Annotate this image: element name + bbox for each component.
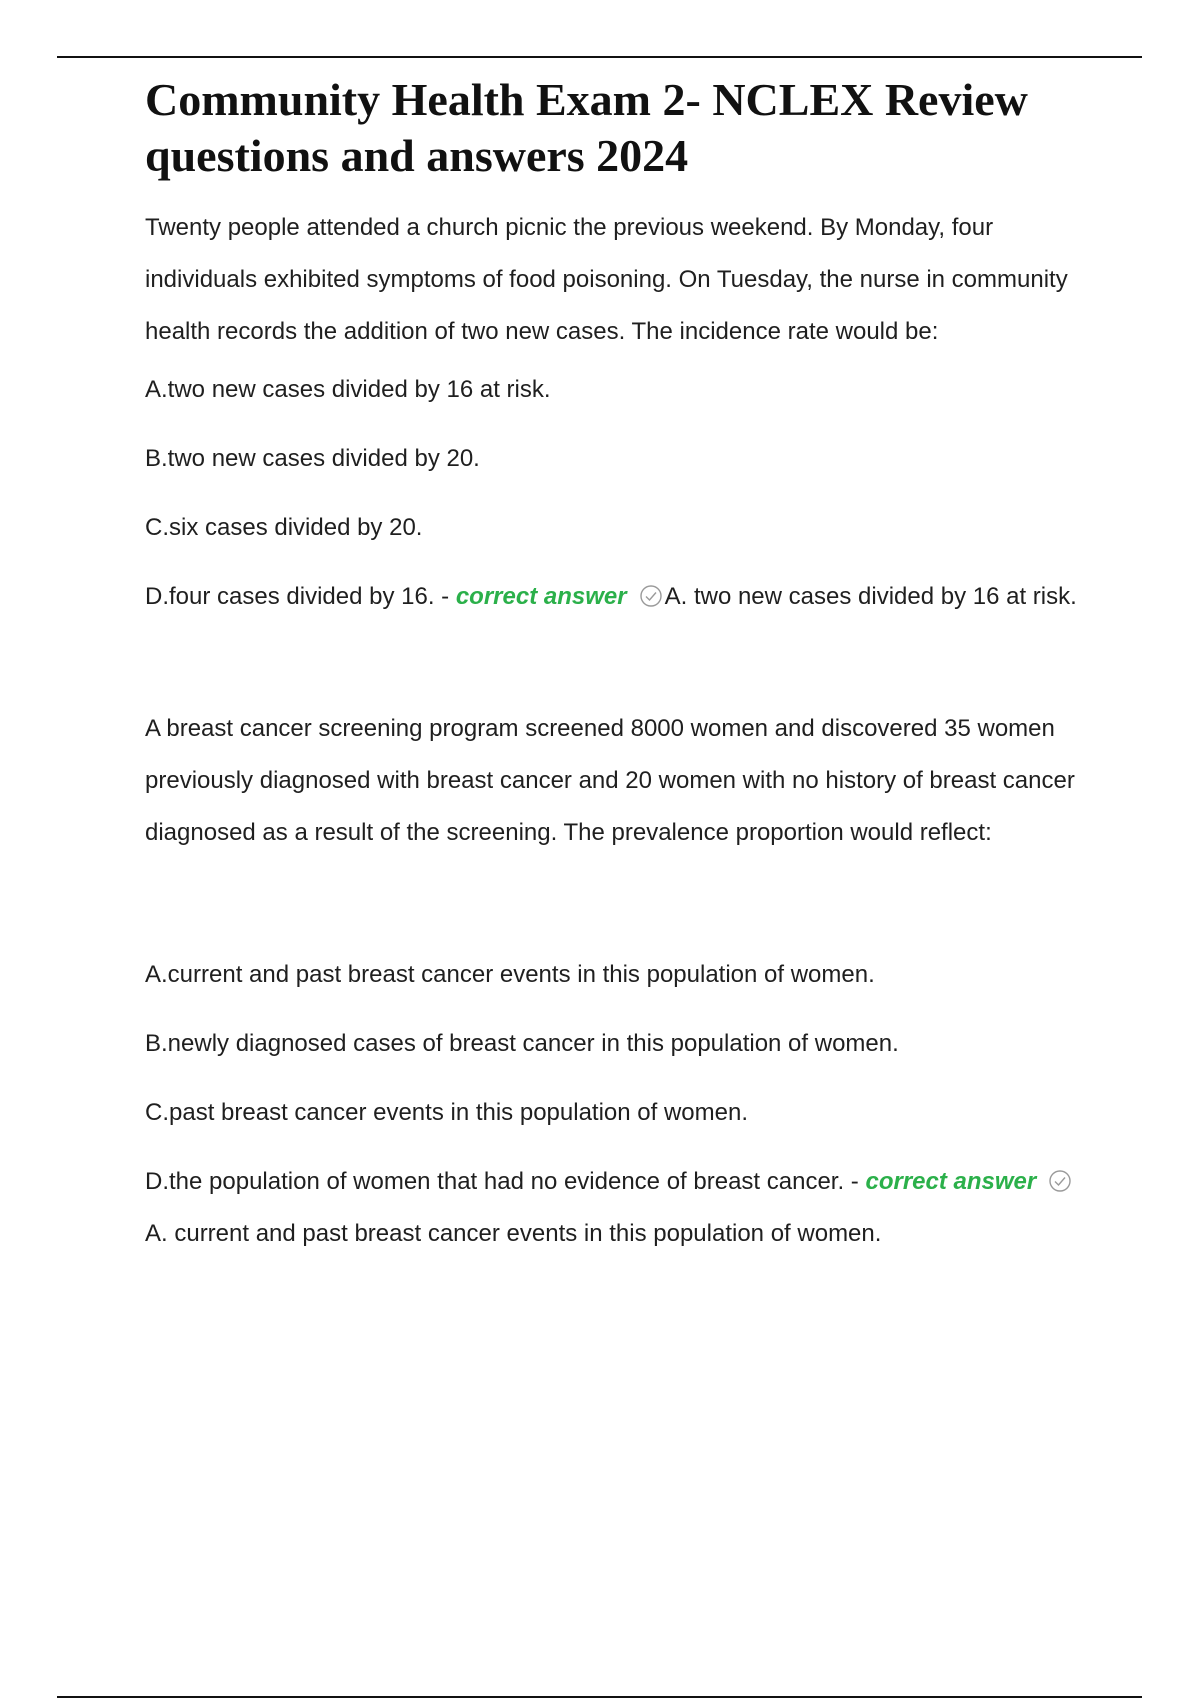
spacer — [145, 623, 1090, 703]
option-d-with-answer — [145, 1156, 1090, 1260]
spacer — [145, 865, 1090, 949]
document-page — [145, 72, 1090, 1260]
question-stem: A breast cancer screening program screened 8000 women and discovered 35 women previously diagnosed with breast cancer and 20 women with no history of breast cancer diagnosed as a result of the screening. The prevalence proportion would reflect: — [145, 715, 1075, 846]
question-block — [145, 202, 1090, 623]
correct-answer-label: correct answer — [865, 1168, 1037, 1195]
question-block — [145, 703, 1090, 1260]
correct-answer-text: A. two new cases divided by 16 at risk. — [664, 583, 1077, 610]
option-b: B.newly diagnosed cases of breast cancer in this population of women. — [145, 1030, 899, 1057]
option-d-with-answer — [145, 571, 1090, 623]
question-stem: Twenty people attended a church picnic the previous weekend. By Monday, four individuals exhibited symptoms of food poisoning. On Tuesday, the nurse in community health records the addition of two new cases. The incidence rate would be: — [145, 214, 1068, 345]
correct-answer-label: correct answer — [455, 583, 627, 610]
check-circle-icon — [1048, 1160, 1072, 1184]
option-c: C.past breast cancer events in this population of women. — [145, 1099, 748, 1126]
correct-answer-text: A. current and past breast cancer events in this population of women. — [145, 1220, 882, 1247]
bottom-rule — [57, 1696, 1142, 1698]
option-d: D.the population of women that had no evidence of breast cancer. - — [145, 1168, 866, 1195]
page-title: Community Health Exam 2- NCLEX Review questions and answers 2024 — [145, 74, 1028, 181]
top-rule — [57, 56, 1142, 58]
option-a: A.two new cases divided by 16 at risk. — [145, 376, 551, 403]
check-circle-icon — [639, 575, 663, 599]
option-a: A.current and past breast cancer events in this population of women. — [145, 961, 875, 988]
option-b: B.two new cases divided by 20. — [145, 445, 480, 472]
option-c: C.six cases divided by 20. — [145, 514, 423, 541]
option-d: D.four cases divided by 16. - — [145, 583, 456, 610]
